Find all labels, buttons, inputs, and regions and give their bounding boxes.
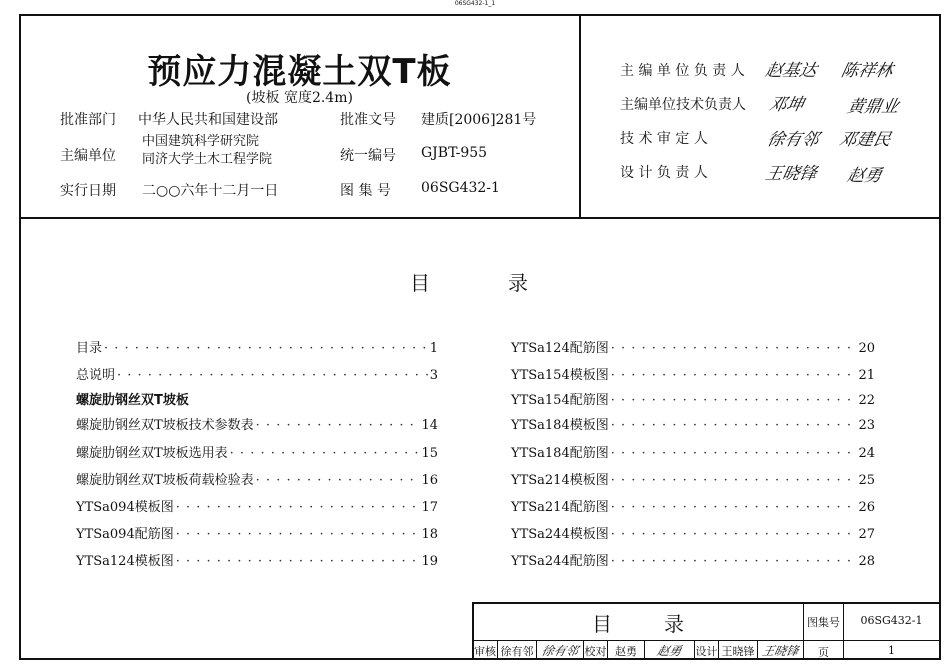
- info-label-unified-no: 统一编号: [340, 148, 396, 164]
- info-value-effective-date: 二○○六年十二月一日: [142, 183, 279, 199]
- page-reference: 06SG432-1_1: [454, 0, 496, 7]
- signature-tech-review-2: 邓建民: [837, 130, 893, 150]
- toc-item-page: 23: [858, 418, 875, 433]
- toc-item[interactable]: [511, 337, 875, 357]
- signature-tech-review-1: 徐有邻: [765, 130, 821, 150]
- toc-item-page: 3: [429, 368, 438, 383]
- toc-item[interactable]: [76, 337, 438, 357]
- toc-leader: [256, 418, 420, 433]
- info-value-atlas-no: 06SG432-1: [421, 180, 500, 196]
- info-label-atlas-no: 图 集 号: [340, 183, 391, 199]
- design-name: 王晓锋: [721, 645, 755, 658]
- toc-leader: [611, 554, 857, 569]
- check-name: 赵勇: [615, 645, 637, 658]
- atlas-subtitle: (坡板 宽度2.4m): [246, 90, 353, 106]
- design-label: 设计: [695, 645, 718, 658]
- toc-item[interactable]: [511, 496, 875, 516]
- toc-item[interactable]: [511, 364, 875, 384]
- toc-item-title: YTSa244模板图: [511, 527, 609, 542]
- info-label-editor-unit: 主编单位: [60, 148, 116, 164]
- toc-item[interactable]: [76, 469, 438, 489]
- atlas-no-value: 06SG432-1: [860, 614, 923, 627]
- toc-leader: [117, 368, 428, 383]
- toc-leader: [611, 393, 857, 408]
- toc-item-page: 21: [858, 368, 875, 383]
- info-label-approval-dept: 批准部门: [60, 112, 116, 128]
- toc-leader: [104, 341, 428, 356]
- toc-item-page: 15: [421, 446, 438, 461]
- toc-leader: [176, 554, 420, 569]
- info-value-editor-unit-2: 同济大学土木工程学院: [142, 152, 273, 167]
- toc-item[interactable]: [76, 496, 438, 516]
- toc-item-title: YTSa094模板图: [76, 500, 174, 515]
- title-block-name-right: 录: [664, 612, 692, 636]
- toc-leader: [611, 446, 857, 461]
- toc-leader: [256, 473, 420, 488]
- toc-section-title: 螺旋肋钢丝双T坡板: [76, 393, 189, 408]
- resp-label-design-head: 设 计 负 责 人: [620, 165, 708, 181]
- check-label: 校对: [584, 645, 607, 658]
- toc-item-page: 28: [858, 554, 875, 569]
- review-label: 审核: [474, 645, 496, 658]
- toc-item-title: YTSa214配筋图: [511, 500, 609, 515]
- review-name: 徐有邻: [500, 645, 534, 658]
- toc-leader: [611, 500, 857, 515]
- atlas-no-label: 图集号: [807, 616, 840, 629]
- review-signature: 徐有邻: [540, 644, 580, 658]
- toc-leader: [611, 368, 857, 383]
- toc-item-title: YTSa124模板图: [76, 554, 174, 569]
- atlas-title: 预应力混凝土双T板: [147, 52, 452, 92]
- toc-item-title: YTSa184模板图: [511, 418, 609, 433]
- toc-item[interactable]: [511, 550, 875, 570]
- header-divider: [579, 14, 581, 218]
- signature-design-head-2: 赵勇: [845, 166, 884, 186]
- signature-design-head-1: 王晓锋: [763, 164, 819, 184]
- toc-item[interactable]: [76, 550, 438, 570]
- toc-item[interactable]: [76, 523, 438, 543]
- toc-item[interactable]: [511, 414, 875, 434]
- toc-leader: [611, 341, 857, 356]
- info-value-approval-dept: 中华人民共和国建设部: [138, 112, 278, 128]
- toc-leader: [176, 500, 420, 515]
- toc-item[interactable]: [511, 469, 875, 489]
- toc-item-title: YTSa154模板图: [511, 368, 609, 383]
- toc-item-title: YTSa154配筋图: [511, 393, 609, 408]
- toc-item[interactable]: [76, 414, 438, 434]
- toc-item-title: 螺旋肋钢丝双T坡板技术参数表: [76, 418, 254, 433]
- toc-item-title: 总说明: [76, 368, 116, 383]
- toc-item-page: 25: [858, 473, 875, 488]
- toc-item-title: 目录: [76, 341, 103, 356]
- toc-leader: [176, 527, 420, 542]
- toc-item-page: 24: [858, 446, 875, 461]
- toc-item-title: YTSa094配筋图: [76, 527, 174, 542]
- signature-editor-head-1: 赵基达: [763, 61, 819, 81]
- toc-leader: [611, 527, 857, 542]
- toc-item-page: 14: [421, 418, 438, 433]
- toc-leader: [611, 418, 857, 433]
- toc-item-page: 22: [858, 393, 875, 408]
- info-value-editor-unit-1: 中国建筑科学研究院: [142, 134, 260, 149]
- toc-item-title: YTSa214模板图: [511, 473, 609, 488]
- info-value-approval-no: 建质[2006]281号: [421, 112, 537, 128]
- toc-item[interactable]: [511, 523, 875, 543]
- check-signature: 赵勇: [655, 644, 683, 658]
- toc-heading-left: 目: [410, 271, 430, 295]
- toc-section-heading: [76, 389, 438, 409]
- toc-item-title: 螺旋肋钢丝双T坡板荷载检验表: [76, 473, 254, 488]
- toc-item-page: 26: [858, 500, 875, 515]
- toc-item[interactable]: [76, 364, 438, 384]
- toc-item-page: 27: [858, 527, 875, 542]
- toc-item-page: 19: [421, 554, 438, 569]
- resp-label-editor-head: 主 编 单 位 负 责 人: [620, 63, 745, 79]
- toc-item-title: 螺旋肋钢丝双T坡板选用表: [76, 446, 228, 461]
- toc-heading-right: 录: [508, 271, 528, 295]
- toc-item-title: YTSa124配筋图: [511, 341, 609, 356]
- toc-item-page: 20: [858, 341, 875, 356]
- signature-editor-head-2: 陈祥林: [839, 61, 895, 81]
- resp-label-tech-head: 主编单位技术负责人: [620, 97, 746, 113]
- toc-item[interactable]: [511, 442, 875, 462]
- info-label-effective-date: 实行日期: [60, 183, 116, 199]
- signature-tech-head-2: 黄鼎业: [845, 97, 901, 117]
- toc-item-page: 16: [421, 473, 438, 488]
- page-label: 页: [818, 646, 829, 659]
- toc-item[interactable]: [511, 389, 875, 409]
- toc-item-page: 17: [421, 500, 438, 515]
- title-block-mid-line: [472, 640, 941, 641]
- info-label-approval-no: 批准文号: [340, 112, 396, 128]
- info-value-unified-no: GJBT-955: [421, 145, 488, 161]
- toc-item-title: YTSa184配筋图: [511, 446, 609, 461]
- signature-tech-head-1: 邓坤: [767, 95, 806, 115]
- header-bottom-line: [19, 217, 941, 219]
- toc-item-page: 1: [429, 341, 438, 356]
- toc-leader: [611, 473, 857, 488]
- toc-item[interactable]: [76, 442, 438, 462]
- toc-item-page: 18: [421, 527, 438, 542]
- resp-label-tech-review: 技 术 审 定 人: [620, 131, 708, 147]
- design-signature: 王晓锋: [760, 644, 800, 658]
- page-value: 1: [888, 644, 895, 657]
- toc-item-title: YTSa244配筋图: [511, 554, 609, 569]
- title-block-name-left: 目: [592, 612, 620, 636]
- toc-leader: [230, 446, 420, 461]
